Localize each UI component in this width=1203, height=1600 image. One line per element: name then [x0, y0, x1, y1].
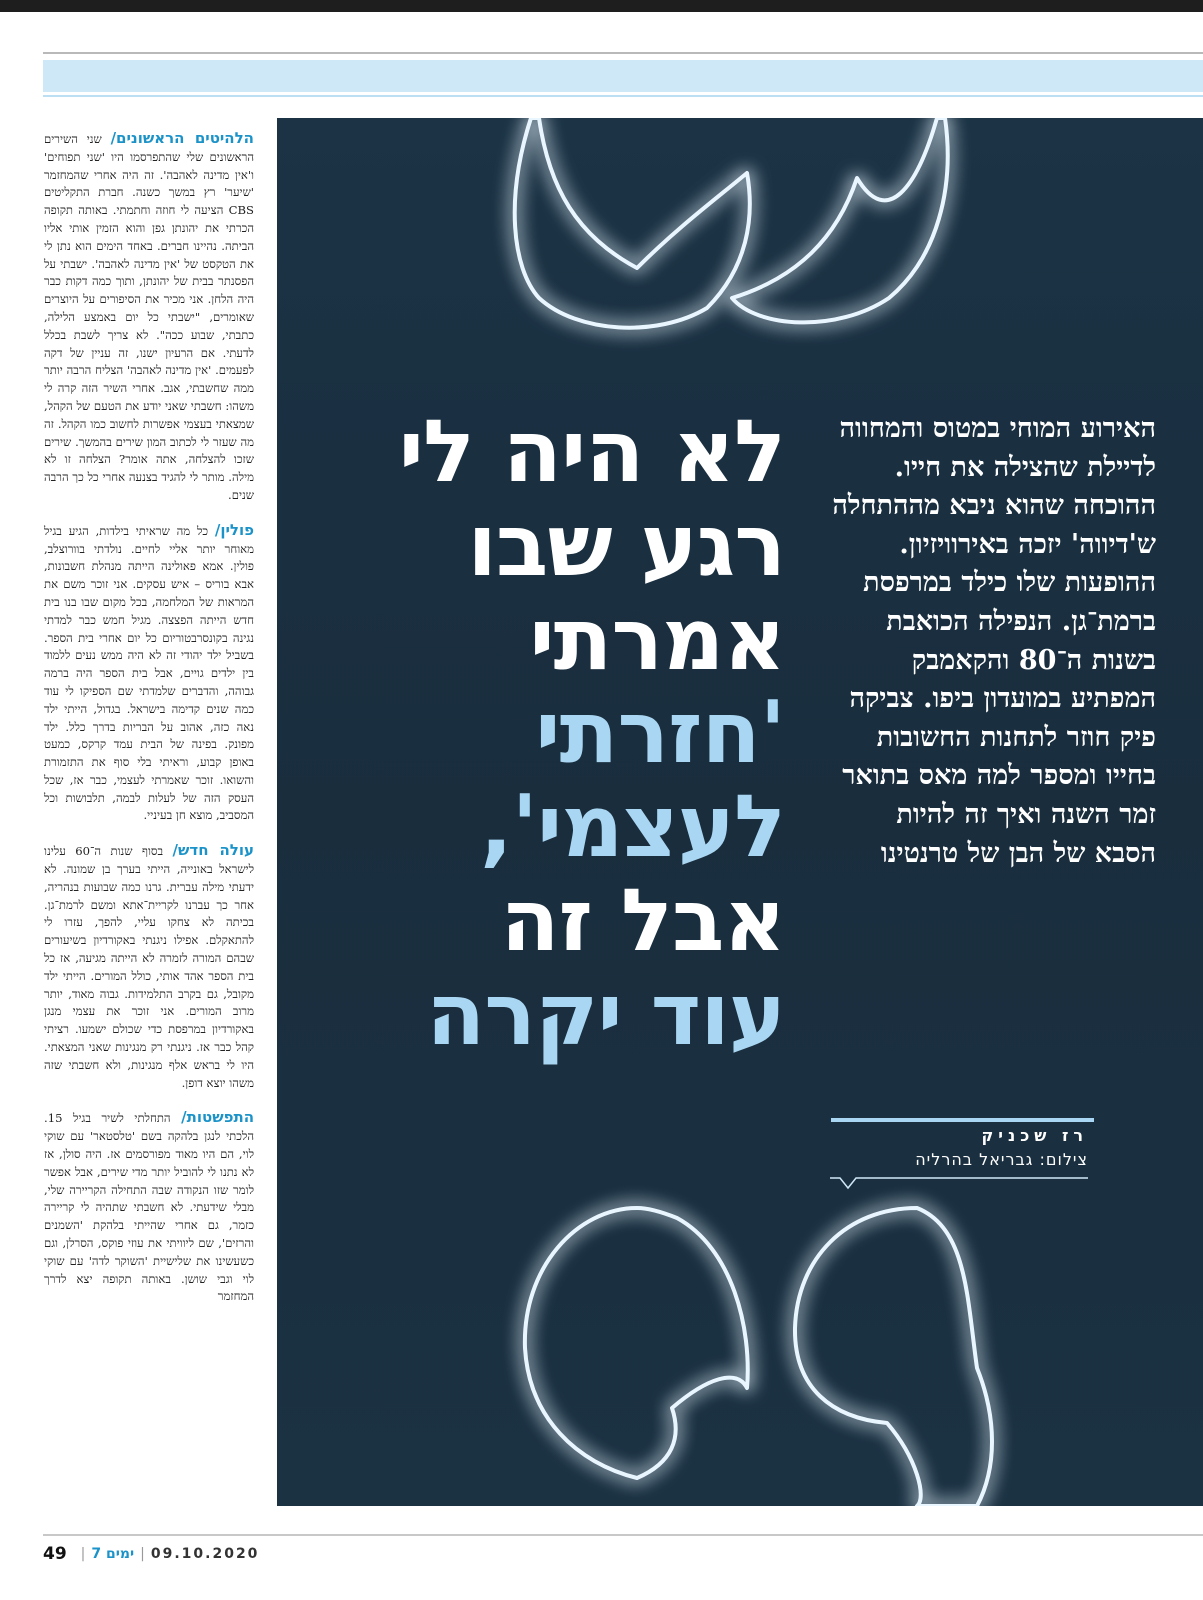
closing-quote-neon-icon — [525, 1208, 992, 1506]
section-heading: פולין/ — [214, 520, 254, 539]
headline-line-accent: עוד יקרה — [426, 964, 785, 1065]
headline-line-accent: 'חזרתי — [535, 683, 785, 784]
section-poland — [44, 522, 254, 826]
section-heading: עולה חדש/ — [172, 841, 255, 860]
headline-line: לא היה לי — [398, 402, 785, 502]
section-text: כל מה שראיתי בילדות, הגיע בגיל מאוחר יותר אליי לחיים. נולדתי בוורוצלב, פולין. אמא פאולינה הייתה מנהלת חשבונות, אבא בוריס – איש עסקים. אני זוכר משם את המראות של המלחמה, בכל מקום שבו בנו בית חדש הייתה הפצצה. מגיל חמש כבר למדתי נגינה בקונסרבטוריום כל יום אחרי בית הספר. בשביל ילד יהודי זה לא היה ממש נעים ללמוד בין ילדים גויים, אבל בית הספר היה ברמה גבוהה, והדברים שלמדתי שם הספיקו לי עוד כמה שנים קדימה בישראל. בגדול, הייתי ילד נאה כזה, אהוב על הבריות בדרך כלל. ילד מפונק. בפינה של הבית עמד קרקס, כמעט באופן קבוע, וראיתי בלי סוף את התזמורת והשואו. זוכר שאמרתי לעצמי, כבר אז, שכל העסק הזה של לעלות לבמה, תלבושות וכל המסביב, מוצא חן בעיניי. — [44, 523, 254, 823]
section-heading: התפשטות/ — [181, 1108, 254, 1127]
body-column — [44, 130, 254, 1323]
header-band — [43, 60, 1203, 92]
headline-line: אבל זה — [500, 870, 785, 971]
section-hits — [44, 130, 254, 505]
credit-pointer-icon — [826, 1176, 1096, 1202]
photo-credit: צילום: גבריאל בהרליה — [915, 1150, 1088, 1169]
credit-rule — [831, 1118, 1094, 1122]
headline — [325, 402, 785, 1065]
section-text: שני השירים הראשונים שלי שהתפרסמו היו 'שני תפוחים' ו'אין מדינה לאהבה'. זה היה אחרי שהמחזמר 'שיער' רץ במשך כשנה. חברת התקליטים CBS הציעה לי חוזה וחתמתי. באותה תקופה הכרתי את יהונתן גפן והוא הזמין אותי אליו הביתה. נהיינו חברים. באחד הימים הוא נתן לי את הטקסט של 'אין מדינה לאהבה'. ישבתי על הפסנתר בבית של יהונתן, ותוך כמה דקות כבר היה הלחן. אני מכיר את הסיפורים על היוצרים שאומרים, "ישבתי כל יום באמצע הלילה, כתבתי, שבוע ככה". לא צריך לשבת בכלל לדעתי. אם הרעיון ישנו, זה עניין של דקה לפעמים. 'אין מדינה לאהבה' הצליח הרבה יותר ממה שחשבתי, אגב. אחרי השיר הזה קרה לי משהו: חשבתי שאני יודע את הטעם של הקהל, שמצאתי בעצמי אפשרות לחשוב כמו הקהל. זה מה שעזר לי לכתוב המון שירים בהמשך. שירים שזכו להצלחה, אתה אומר? הצלחה זו לא מילה. מותר לי להגיד בצנעה אחרי כל כך הרבה שנים. — [44, 132, 254, 502]
header-rule — [43, 52, 1203, 54]
issue-date: 09.10.2020 — [150, 1546, 260, 1562]
footer-rule — [43, 1534, 1203, 1536]
section-text: בסוף שנות ה־60 עלינו לישראל באונייה, הייתי בערך בן שמונה. לא ידעתי מילה עברית. גרנו כמה שבועות בנהריה, אחר כך עברנו לקריית־אתא ומשם לרמת־גן. בכיתה לא צחקו עליי, להפך, עזרו לי להתאקלם. אפילו ניגנתי באקורדיון בשיעורים שבהם המורה לזמרה לא הייתה מגיעה, אז כל בית הספר אהד אותי, כולל המורים. הייתי ילד מקובל, גם בקרב התלמידות. גבוה מאוד, יותר מרוב המורים. אני זוכר את עצמי מנגן באקורדיון במרפסת כדי שכולם ישמעו. רציתי קהל כבר אז. ניגנתי רק מנגינות שאני המצאתי. היו לי בראש אלף מנגינות, ולא חשבתי שזה משהו יוצא דופן. — [44, 844, 254, 1090]
magazine-name: 7 ימים — [91, 1546, 135, 1562]
top-bar — [0, 0, 1203, 12]
headline-line: אמרתי — [529, 589, 785, 690]
separator: | — [80, 1546, 86, 1562]
header-band-rule — [43, 95, 1203, 97]
headline-line-accent: לעצמי', — [479, 777, 785, 878]
page-footer — [43, 1541, 259, 1567]
section-heading: הלהיטים הראשונים/ — [110, 129, 254, 147]
author-byline: רז שכניק — [981, 1126, 1088, 1145]
page-number: 49 — [43, 1544, 67, 1564]
section-breakthrough — [44, 1109, 254, 1306]
headline-line: רגע שבו — [467, 495, 785, 596]
section-new-immigrant — [44, 842, 254, 1092]
opening-quote-neon-icon — [515, 118, 948, 328]
section-text: התחלתי לשיר בגיל 15. הלכתי לנגן בלהקה בשם 'טלסטאר' עם שוקי לוי, הם היו מאוד מפורסמים אז. היה סולן, אז לא נתנו לי להוביל יותר מדי שירים, אבל אפשר לומר שזו הנקודה שבה התחילה הקריירה שלי, מבלי שידעתי. לא חשבתי שתהיה לי קריירה כזמר, גם אחרי שהייתי בלהקת 'השמנים והרזים', שם ליוויתי את עוזי פוקס, הסרלן, וגם כשעשינו את שלישיית 'השוקר לדה' עם שוקי לוי וגבי שושן. באותה תקופה יצא לדרך המחזמר — [44, 1111, 254, 1304]
intro-deck: האירוע המוחי במטוס והמחווה לדיילת שהצילה את חייו. ההוכחה שהוא ניבא מההתחלה ש'דיווה' יזכה באירוויזיון. ההופעות שלו כילד במרפסת ברמת־גן. הנפילה הכואבת בשנות ה־80 והקאמבק המפתיע במועדון ביפו. צביקה פיק חוזר לתחנות החשובות בחייו ומספר למה מאס בתואר זמר השנה ואיך זה להיות הסבא של הבן של טרנטינו — [832, 413, 1156, 869]
separator: | — [140, 1546, 145, 1562]
